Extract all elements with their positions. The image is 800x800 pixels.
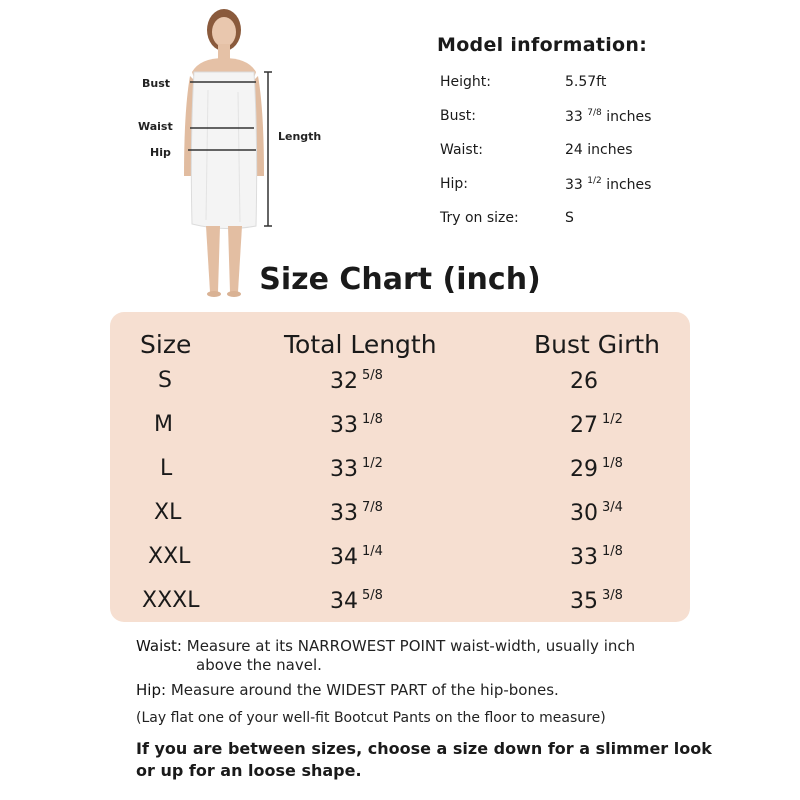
lay-flat-note: (Lay flat one of your well-fit Bootcut Pants on the floor to measure)	[136, 710, 606, 726]
hip-note: Hip: Measure around the WIDEST PART of the hip-bones.	[136, 681, 559, 699]
sizing-advice: If you are between sizes, choose a size down for a slimmer look or up for an loose shape.	[136, 739, 712, 780]
info-label: Height:	[440, 74, 491, 90]
bust-cell: 26	[570, 369, 598, 394]
info-value: 33 $^{1/2}$ inches	[565, 176, 652, 193]
info-row-height	[440, 74, 760, 96]
header-total-length: Total Length	[284, 330, 437, 359]
info-value: 5.57ft	[565, 74, 607, 90]
model-figure	[130, 0, 350, 300]
info-label: Hip:	[440, 176, 469, 192]
size-cell: S	[158, 368, 172, 393]
info-row-hip	[440, 176, 760, 198]
bust-label: Bust	[142, 77, 171, 90]
model-info-title: Model information:	[437, 34, 648, 56]
info-value: 33 $^{7/8}$ inches	[565, 108, 652, 125]
info-label: Try on size:	[440, 210, 519, 226]
size-chart-title: Size Chart (inch)	[259, 262, 541, 297]
length-cell: 33 $^{1/8}$	[330, 412, 383, 438]
info-value: 24 inches	[565, 142, 633, 158]
length-cell: 33 $^{1/2}$	[330, 456, 383, 482]
length-cell: 34 $^{5/8}$	[330, 588, 383, 614]
header-bust-girth: Bust Girth	[534, 330, 661, 359]
info-value: S	[565, 210, 574, 226]
bust-cell: 35 $^{3/8}$	[570, 588, 623, 614]
hip-label: Hip	[150, 146, 171, 159]
size-table	[110, 312, 690, 622]
info-row-bust	[440, 108, 760, 130]
bust-cell: 29 $^{1/8}$	[570, 456, 623, 482]
size-cell: XL	[154, 500, 182, 525]
length-label: Length	[278, 130, 322, 143]
bust-cell: 27 $^{1/2}$	[570, 412, 623, 438]
bust-cell: 33 $^{1/8}$	[570, 544, 623, 570]
waist-note: Waist: Measure at its NARROWEST POINT waist-width, usually inch	[136, 637, 636, 655]
header-size: Size	[140, 330, 192, 359]
info-label: Bust:	[440, 108, 476, 124]
length-cell: 34 $^{1/4}$	[330, 544, 383, 570]
length-cell: 32 $^{5/8}$	[330, 368, 383, 394]
bust-cell: 30 $^{3/4}$	[570, 500, 623, 526]
length-cell: 33 $^{7/8}$	[330, 500, 383, 526]
size-cell: M	[154, 412, 173, 437]
waist-label: Waist	[138, 120, 173, 133]
size-cell: L	[160, 456, 173, 481]
waist-note-cont: above the navel.	[196, 656, 322, 674]
info-row-try-on-size	[440, 210, 760, 232]
info-label: Waist:	[440, 142, 483, 158]
size-cell: XXL	[148, 544, 191, 569]
size-cell: XXXL	[142, 588, 200, 613]
info-row-waist	[440, 142, 760, 164]
